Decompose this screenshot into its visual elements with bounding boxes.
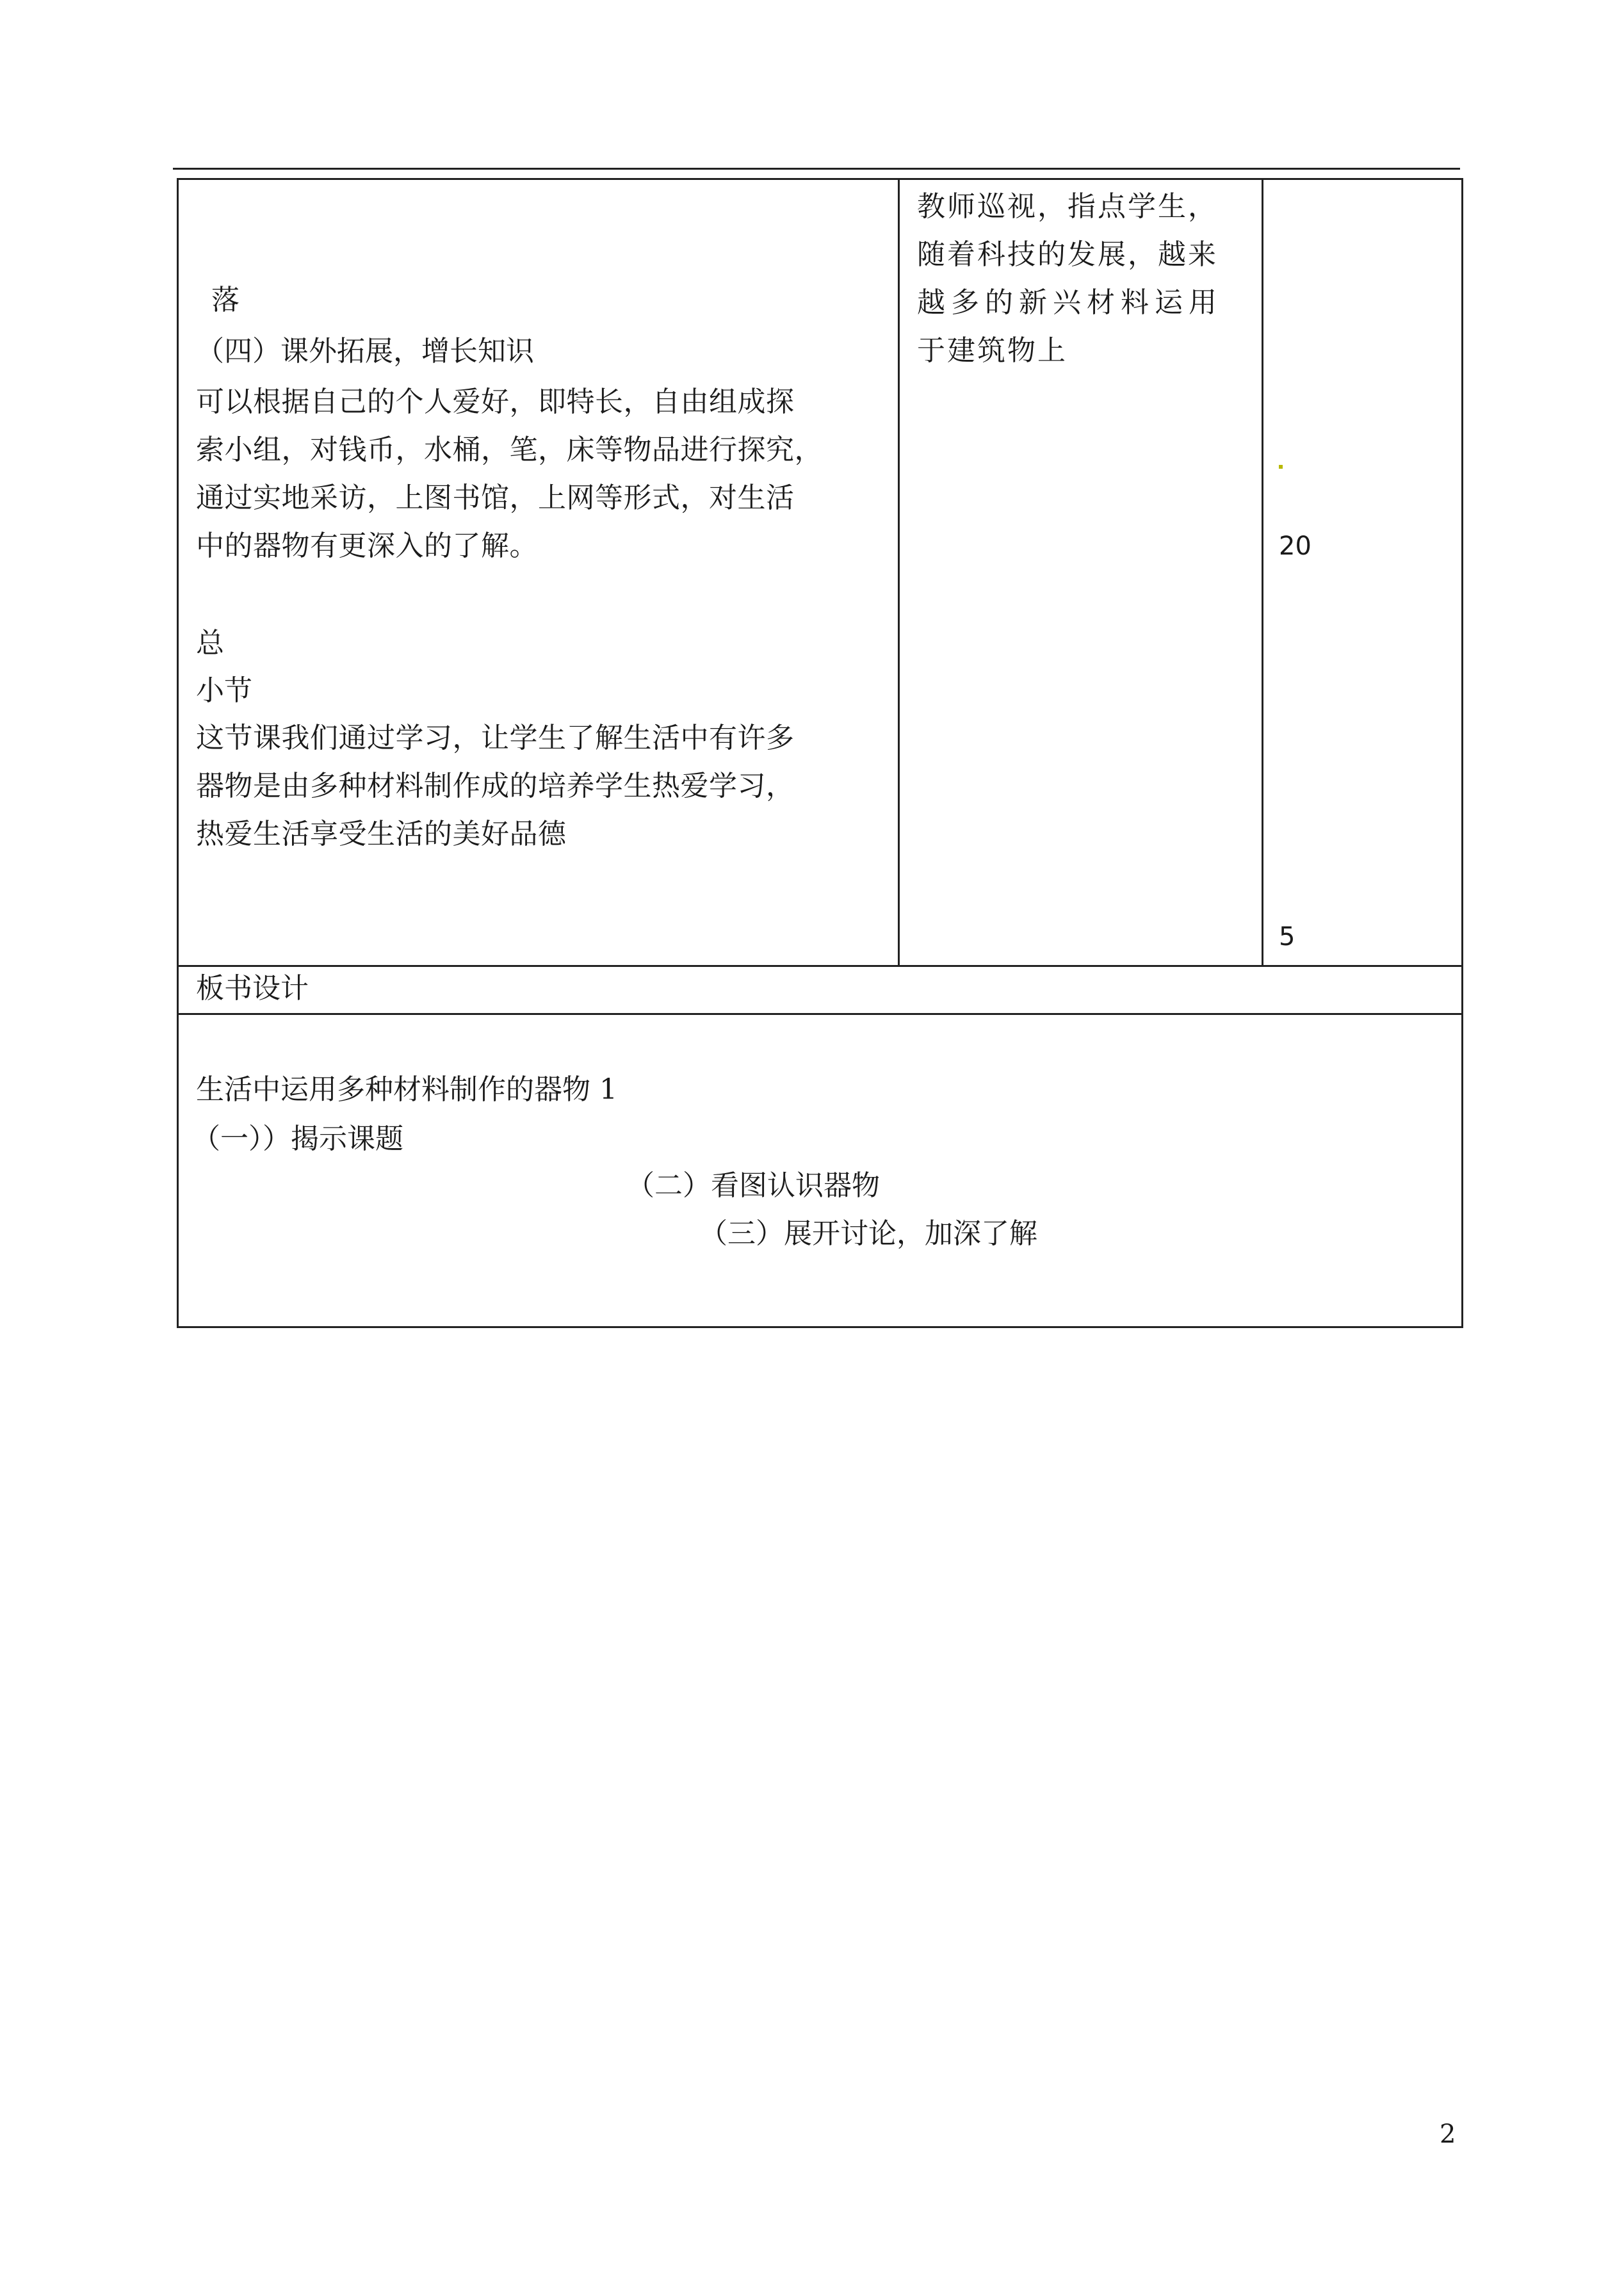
teacher-activity-text [917,182,1222,375]
section-4-paragraph [196,378,823,570]
page-number: 2 [1440,2120,1456,2149]
paragraph-line: 这节课我们通过学习，让学生了解生活中有许多 [196,722,795,754]
paragraph-line: 热爱生活享受生活的美好品德 [196,818,567,850]
board-title: 生活中运用多种材料制作的器物 1 [196,1073,617,1106]
cell-label-xiaojie: 小节 [196,674,252,707]
header-rule [173,168,1460,170]
section-4-title: （四）课外拓展，增长知识 [196,335,534,368]
time-minutes-5: 5 [1279,922,1295,952]
paragraph-line: 索小组，对钱币，水桶，笔，床等物品进行探究， [196,434,823,466]
paragraph-line: 器物是由多种材料制作成的培养学生热爱学习， [196,770,795,802]
paragraph-line: 越多的新兴材料运用 [917,286,1222,319]
board-design-divider [177,1013,1463,1015]
paragraph-line: 通过实地采访，上图书馆，上网等形式，对生活 [196,482,795,514]
board-item-1: （一））揭示课题 [192,1123,403,1155]
paragraph-line: 中的器物有更深入的了解。 [196,530,538,562]
board-item-2: （二）看图认识器物 [626,1169,880,1202]
table-column-divider-1 [898,178,900,967]
summary-paragraph [196,714,795,858]
paragraph-line: 随着科技的发展，越来 [917,238,1218,271]
paragraph-line: 教师巡视，指点学生， [917,190,1218,223]
table-column-divider-2 [1262,178,1263,967]
time-minutes-20: 20 [1279,531,1311,561]
cell-label-zong: 总 [196,627,224,660]
board-item-3: （三）展开讨论，加深了解 [699,1217,1037,1250]
cell-label-luo: 落 [211,284,240,316]
paragraph-line: 可以根据自己的个人爱好，即特长，自由组成探 [196,385,795,418]
marker-dot [1279,465,1283,469]
paragraph-line: 于建筑物上 [917,334,1068,367]
board-design-header: 板书设计 [196,972,309,1005]
